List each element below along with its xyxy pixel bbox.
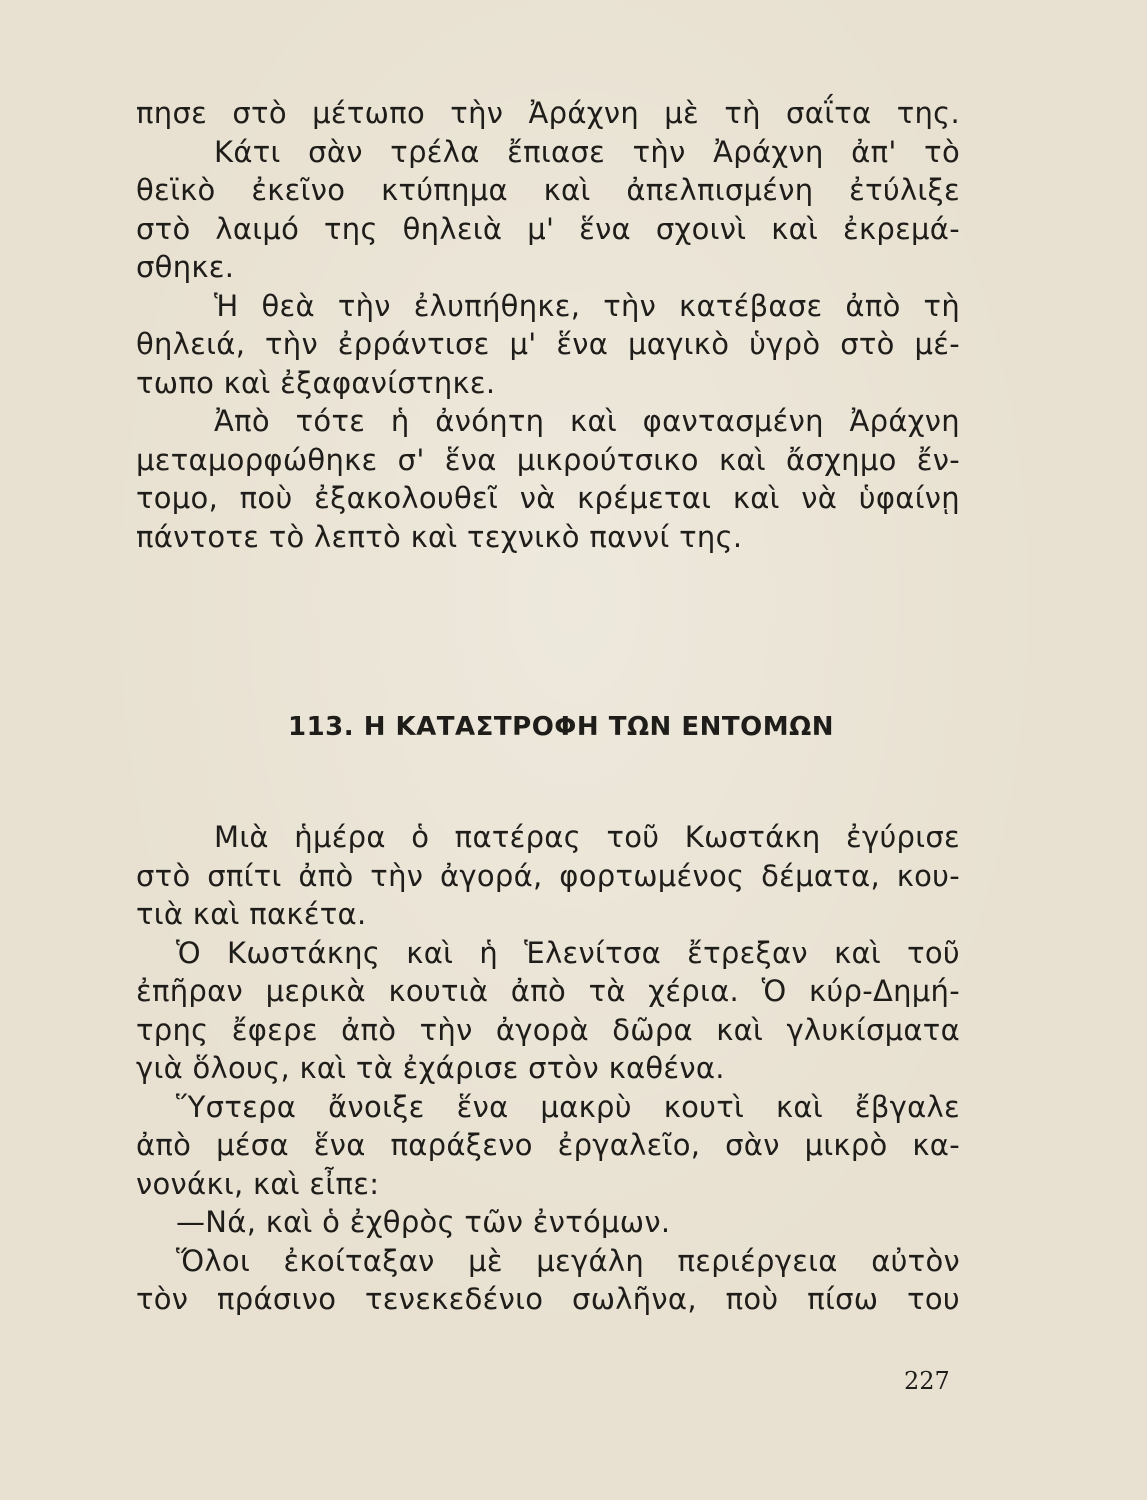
text-line: νονάκι, καὶ εἶπε: [136,1166,380,1201]
text-line: πάντοτε τὸ λεπτὸ καὶ τεχνικὸ παννί της. [136,519,743,554]
text-line: Μιὰ ἡμέρα ὁ πατέρας τοῦ Κωστάκη ἐγύρισε [214,820,960,854]
text-line: Ἀπὸ τότε ἡ ἀνόητη καὶ φαντασμένη Ἀράχνη [214,404,960,438]
text-line: ἀπὸ μέσα ἕνα παράξενο ἐργαλεῖο, σὰν μικρὸ κα- [136,1128,960,1162]
text-line: στὸ λαιμό της θηλειὰ μ' ἕνα σχοινὶ καὶ ἐκρεμά- [136,211,960,246]
text-line: Ὕστερα ἄνοιξε ἕνα μακρὺ κουτὶ καὶ ἔβγαλε [176,1089,960,1124]
text-line: τωπο καὶ ἐξαφανίστηκε. [136,365,496,400]
section-heading: 113. Η ΚΑΤΑΣΤΡΟΦΗ ΤΩΝ ΕΝΤΟΜΩΝ [288,712,834,742]
text-line: Κάτι σὰν τρέλα ἔπιασε τὴν Ἀράχνη ἀπ' τὸ [214,134,960,169]
bottom-text-block [136,818,960,1319]
text-line: πησε στὸ μέτωπο τὴν Ἀράχνη μὲ τὴ σαΐτα της. [136,96,960,130]
text-line: —Νά, καὶ ὁ ἐχθρὸς τῶν ἐντόμων. [176,1205,671,1239]
text-line: τρης ἔφερε ἀπὸ τὴν ἀγορὰ δῶρα καὶ γλυκίσματα [136,1012,960,1047]
text-line: θεϊκὸ ἐκεῖνο κτύπημα καὶ ἀπελπισμένη ἐτύλιξε [136,173,960,207]
text-line: τιὰ καὶ πακέτα. [136,897,367,931]
top-text-block [136,94,960,556]
text-line: μεταμορφώθηκε σ' ἕνα μικρούτσικο καὶ ἄσχημο ἔν- [136,442,960,477]
text-line: τομο, ποὺ ἐξακολουθεῖ νὰ κρέμεται καὶ νὰ ὑφαίνῃ [136,481,960,515]
text-line: τὸν πράσινο τενεκεδένιο σωλῆνα, ποὺ πίσω του [136,1282,960,1316]
text-line: Ἡ θεὰ τὴν ἐλυπήθηκε, τὴν κατέβασε ἀπὸ τὴ [214,288,960,323]
text-line: ἐπῆραν μερικὰ κουτιὰ ἀπὸ τὰ χέρια. Ὁ κύρ-Δημή- [136,974,960,1008]
text-line: γιὰ ὅλους, καὶ τὰ ἐχάρισε στὸν καθένα. [136,1051,725,1085]
text-line: Ὅλοι ἐκοίταξαν μὲ μεγάλη περιέργεια αὐτὸν [176,1243,960,1278]
text-line: στὸ σπίτι ἀπὸ τὴν ἀγορά, φορτωμένος δέματα, κου- [136,858,960,893]
text-line: θηλειά, τὴν ἐρράντισε μ' ἕνα μαγικὸ ὑγρὸ στὸ μέ- [136,327,960,361]
text-line: Ὁ Κωστάκης καὶ ἡ Ἑλενίτσα ἔτρεξαν καὶ τοῦ [176,935,960,970]
page-number: 227 [904,1367,950,1395]
text-line: σθηκε. [136,250,235,284]
